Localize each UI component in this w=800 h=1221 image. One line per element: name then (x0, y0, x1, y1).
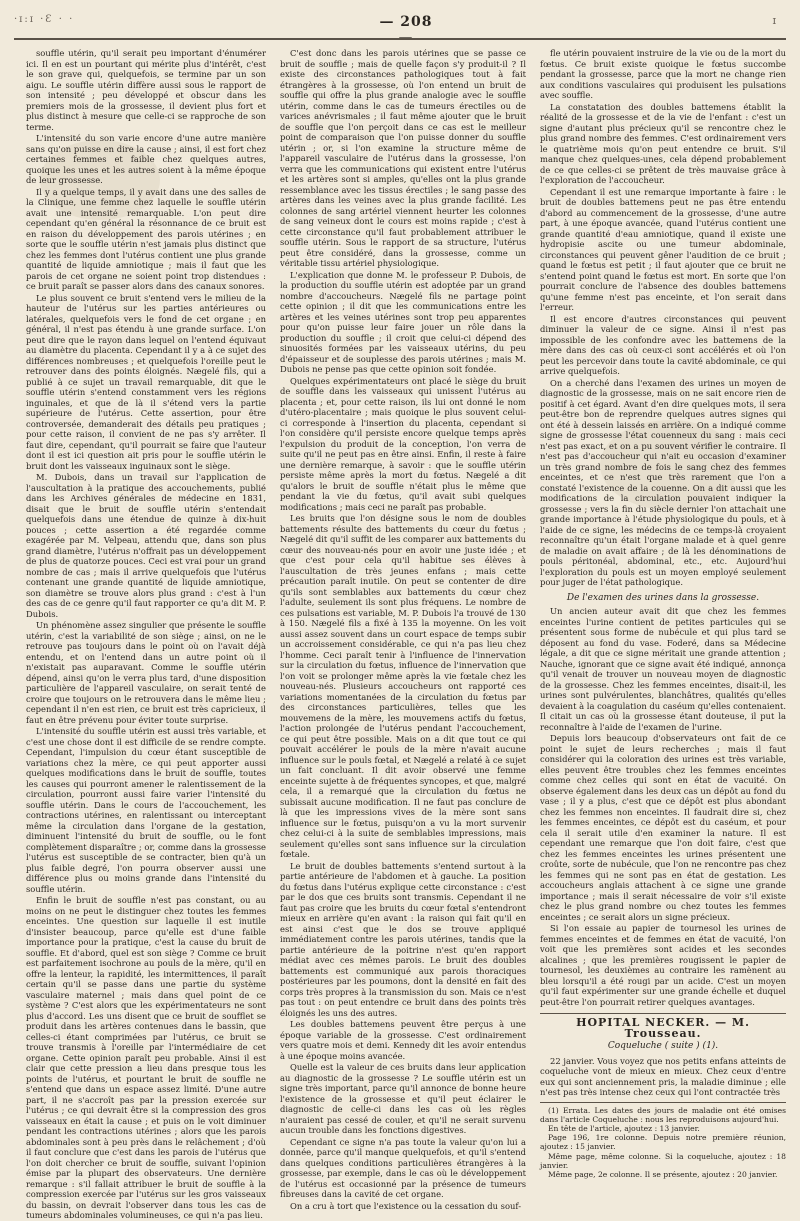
footnote: Page 196, 1re colonne. Depuis notre première réunion, ajoutez : 15 janvier. (540, 1133, 786, 1152)
footnote: En tête de l'article, ajoutez : 13 janvier. (548, 1123, 700, 1133)
footnote: Même page, même colonne. Si la coqueluche, ajoutez : 18 janvier. (540, 1151, 786, 1170)
paragraph: Il y a quelque temps, il y avait dans une des salles de la Clinique, une femme chez laquelle le souffle utérin avait une intensité remarquable. L'on peut dire cependant qu'en général la résonnance de ce bruit est en raison du développement des parois utérines ; en sorte que le souffle utérin n'est jamais plus distinct que chez les femmes dont l'utérus contient une plus grande quantité de liquide amniotique ; mais il faut que les parois de cet organe ne soient point trop distendues : ce bruit paraît se passer alors dans des canaux sonores. (26, 186, 266, 291)
footnotes (540, 1102, 786, 1180)
paragraph: Le plus souvent ce bruit s'entend vers le milieu de la hauteur de l'utérus sur les parties antérieures ou latérales, quelquefois vers le fond de cet organe ; en général, il n'est pas étendu à une grande surface. L'on peut dire que le rayon dans lequel on l'entend équivaut au diamètre du placenta. Cependant il y a à ce sujet des différences nombreuses ; et quelquefois l'oreille peut le retrouver dans des points éloignés. Nægelé fils, qui a publié à ce sujet un travail remarquable, dit que le souffle utérin s'entend constamment vers les régions inguinales, et que de là il s'étend vers la partie supérieure de l'utérus. Cette assertion, pour être controversée, demanderait des détails peu pratiques ; pour cette raison, il convient de ne pas s'y arrêter. Il faut dire, cependant, qu'il pourrait se faire que l'auteur dont il est ici question ait pris pour le souffle utérin le bruit dont les vaisseaux inguinaux sont le siège. (26, 292, 266, 471)
text-column-1 (26, 48, 266, 1220)
paragraph: La constatation des doubles battemens établit la réalité de la grossesse et de la vie de l'enfant : c'est un signe d'autant plus précieux qu'il se rencontre chez le plus grand nombre des femmes. C'est ordinairement vers le quatrième mois qu'on peut entendre ce bruit. S'il manque chez quelques-unes, cela dépend probablement de ce que celles-ci se prêtent de très mauvaise grâce à l'exploration de l'accoucheur. (540, 101, 786, 185)
footnote: Même page, 2e colonne. Il se présente, ajoutez : 20 janvier. (548, 1169, 778, 1179)
page-number: — 208 (379, 14, 433, 30)
paragraph: L'intensité du son varie encore d'une autre manière sans qu'on puisse en dire la cause ; ainsi, il est fort chez certaines femmes et faible chez quelques autres, quoique les unes et les autres soient à la même époque de leur grossesse. (26, 133, 266, 185)
paragraph: Quelle est la valeur de ces bruits dans leur application au diagnostic de la grossesse ? Le souffle utérin est un signe très important, parce qu'il annonce de bonne heure l'existence de la grossesse et qu'il peut éclairer le diagnostic de celle-ci dans les cas où les règles n'auraient pas cessé de couler, et qu'il ne serait survenu aucun trouble dans les fonctions digestives. (280, 1062, 526, 1135)
paragraph: L'explication que donne M. le professeur P. Dubois, de la production du souffle utérin est adoptée par un grand nombre d'accoucheurs. Nægelé fils ne partage point cette opinion ; il dit que les communications entre les artères et les veines utérines sont trop peu apparentes pour qu'on puisse leur faire jouer un rôle dans la production du souffle ; il croit que celui-ci dépend des sinuosités formées par les vaisseaux utérins, du peu d'épaisseur et de souplesse des parois utérines ; mais M. Dubois ne pense pas que cette opinion soit fondée. (280, 269, 526, 374)
paragraph: Un ancien auteur avait dit que chez les femmes enceintes l'urine contient de petites particules qui se présentent sous forme de nubécule et qui plus tard se déposent au fond du vase. Foderé, dans sa Médecine légale, a dit que ce signe méritait une grande attention ; Nauche, ignorant que ce signe avait été indiqué, annonça qu'il venait de trouver un nouveau moyen de diagnostic de la grossesse. Chez les femmes enceintes, disait-il, les urines sont pulvérulentes, blanchâtres, qualités qu'elles devaient à la coagulation du caséum qu'elles contenaient. Il citait un cas où la grossesse étant douteuse, il put la reconnaître à l'aide de l'examen de l'urine. (540, 606, 786, 732)
paragraph: Cependant ce signe n'a pas toute la valeur qu'on lui a donnée, parce qu'il manque quelquefois, et qu'il s'entend dans quelques conditions particulières étrangères à la grossesse, par exemple, dans le cas où le développement de l'utérus est occasionné par la présence de tumeurs fibreuses dans la cavité de cet organe. (280, 1136, 526, 1199)
paragraph: Il est encore d'autres circonstances qui peuvent diminuer la valeur de ce signe. Ainsi il n'est pas impossible de les confondre avec les battemens de la mère dans des cas où ceux-ci sont accélérés et où l'on peut les percevoir dans toute la cavité abdominale, ce qui arrive quelquefois. (540, 313, 786, 376)
paragraph: Si l'on essaie au papier de tournesol les urines de femmes enceintes et de femmes en état de vacuité, l'on voit que les premières sont acides et les secondes alcalines ; que les premières rougissent le papier de tournesol, les deuxièmes au contraire les ramènent au bleu lorsqu'il a été rougi par un acide. C'est un moyen qu'il faut expérimenter sur une grande échelle et duquel peut-être l'on pourrait retirer quelques avantages. (540, 923, 786, 1007)
text-column-2 (280, 48, 526, 1211)
article-subheading: Coqueluche ( suite ) (1). (607, 1041, 719, 1051)
paragraph: Quelques expérimentateurs ont placé le siège du bruit de souffle dans les vaisseaux qui unissent l'utérus au placenta ; et, pour cette raison, ils lui ont donné le nom d'utéro-placentaire ; mais quoique le plus souvent celui-ci corresponde à l'insertion du placenta, cependant si l'on considère qu'il persiste encore quelque temps après l'expulsion du produit de la conception, l'on verra de suite qu'il ne peut pas en être ainsi. Enfin, il reste à faire une dernière remarque, à savoir : que le souffle utérin persiste même après la mort du fœtus. Nægelé a dit qu'alors le bruit de souffle n'était plus le même que pendant la vie du fœtus, qu'il avait subi quelques modifications ; mais ceci ne paraît pas probable. (280, 375, 526, 512)
section-title: De l'examen des urines dans la grossesse. (566, 592, 760, 603)
paragraph: L'intensité du souffle utérin est aussi très variable, et c'est une chose dont il est difficile de se rendre compte. Cependant, l'impulsion du cœur étant susceptible de variations chez la mère, ce qui peut apporter aussi quelques modifications dans le bruit de souffle, toutes les causes qui pourront amener le ralentissement de la circulation, pourront aussi faire varier l'intensité du souffle utérin. Dans le cours de l'accouchement, les contractions utérines, en ralentissant ou interceptant même la circulation dans l'organe de la gestation, diminuent l'intensité du bruit de souffle, ou le font complètement disparaître ; or, comme dans la grossesse l'utérus est susceptible de se contracter, bien qu'à un plus faible degré, l'on pourra observer aussi une différence plus ou moins grande dans l'intensité du souffle utérin. (26, 726, 266, 894)
paragraph: Cependant il est une remarque importante à faire : le bruit de doubles battemens peut ne pas être entendu d'abord au commencement de la grossesse, d'une autre part, à une époque avancée, quand l'utérus contient une grande quantité d'eau amniotique, quand il existe une hydropisie ascite ou une tumeur abdominale, circonstances qui peuvent gêner l'audition de ce bruit ; quand le fœtus est petit ; il faut ajouter que ce bruit ne s'entend point quand le fœtus est mort. En sorte que l'on pourrait conclure de l'absence des doubles battemens qu'une femme n'est pas enceinte, et l'on serait dans l'erreur. (540, 186, 786, 312)
paragraph: Le bruit de doubles battements s'entend surtout à la partie antérieure de l'abdomen et à gauche. La position du fœtus dans l'utérus explique cette circonstance : c'est par le dos que ces bruits sont transmis. Cependant il ne faut pas croire que les bruits du cœur fœtal s'entendront mieux en arrière qu'en avant : la raison qui fait qu'il en est ainsi c'est que le dos se trouve appliqué immédiatement contre les parois utérines, tandis que la partie antérieure de la poitrine n'est qu'en rapport médiat avec ces mêmes parois. Le bruit des doubles battements est communiqué aux parois thoraciques postérieures par les poumons, dont la densité en fait des corps très propres à la transmission du son. Mais ce n'est pas tout : on peut entendre ce bruit dans des points très éloignés les uns des autres. (280, 860, 526, 1018)
header-rule (14, 38, 786, 40)
header-right-mark: ɪ (772, 14, 776, 27)
paragraph: Un phénomène assez singulier que présente le souffle utérin, c'est la variabilité de son siège ; ainsi, on ne le retrouve pas toujours dans le point où on l'avait déjà entendu, et on l'entend dans un autre point où il n'existait pas auparavant. Comme le souffle utérin dépend, ainsi qu'on le verra plus tard, d'une disposition particulière de l'appareil vasculaire, on serait tenté de croire que toujours on le retrouvera dans le même lieu ; cependant il n'en est rien, ce bruit est très capricieux, il faut en être prévenu pour éviter toute surprise. (26, 620, 266, 725)
paragraph: Les doubles battemens peuvent être perçus à une époque variable de la grossesse. C'est ordinairement vers quatre mois et demi. Kennedy dit les avoir entendus à une époque moins avancée. (280, 1019, 526, 1061)
footnote: (1) Errata. Les dates des jours de maladie ont été omises dans l'article Coqueluche : nous les reproduisons aujourd'hui. (540, 1105, 786, 1124)
paragraph: On a cherché dans l'examen des urines un moyen de diagnostic de la grossesse, mais on ne sait encore rien de positif à cet égard. Avant d'en dire quelques mots, il sera peut-être bon de reprendre quelques autres signes qui ont été à dessein laissés en arrière. On a indiqué comme signe de grossesse l'état couenneux du sang : mais ceci n'est pas exact, et on a pu souvent vérifier le contraire. Il n'est pas d'accoucheur qui n'ait eu occasion d'examiner un très grand nombre de fois le sang chez des femmes enceintes, et ce n'est que très rarement que l'on a constaté l'existence de la couenne. On a dit aussi que les modifications de la circulation pouvaient indiquer la grossesse ; vers la fin du siècle dernier l'on attachait une grande importance à l'étude physiologique du pouls, et à l'aide de ce signe, les médecins de ce temps-là croyaient reconnaître qu'un était l'organe malade et à quel genre de maladie on avait affaire ; de là les dénominations de pouls péritonéal, abdominal, etc., etc. Aujourd'hui l'exploration du pouls est un moyen employé seulement pour juger de l'état pathologique. (540, 377, 786, 587)
paragraph: Enfin le bruit de souffle n'est pas constant, ou au moins on ne peut le distinguer chez toutes les femmes enceintes. Une question sur laquelle il est inutile d'insister beaucoup, parce qu'elle est d'une faible importance pour la pratique, c'est la cause du bruit de souffle. Et d'abord, quel est son siège ? Comme ce bruit est parfaitement isochrone au pouls de la mère, qu'il en offre la lenteur, la rapidité, les intermittences, il paraît certain qu'il se passe dans une partie du système vasculaire maternel ; mais dans quel point de ce système ? C'est alors que les expérimentateurs ne sont plus d'accord. Les uns disent que ce bruit de soufflet se produit dans les artères contenues dans le bassin, que celles-ci étant comprimées par l'utérus, ce bruit se trouve transmis à l'oreille par l'intermédiaire de cet organe. Cette opinion paraît peu probable. Ainsi il est clair que cette pression a lieu dans presque tous les points de l'utérus, et pourtant le bruit de souffle ne s'entend que dans un espace assez limité. D'une autre part, il ne s'accroît pas par la pression exercée sur l'utérus ; ce qui devrait être si la compression des gros vaisseaux en était la cause ; et puis on le voit diminuer pendant les contractions utérines ; alors que les parois abdominales sont à peu près dans le relâchement ; d'où il faut conclure que c'est dans les parois de l'utérus que l'on doit chercher ce bruit de souffle, suivant l'opinion émise par la plupart des observateurs. Une dernière remarque : s'il fallait attribuer le bruit de souffle à la compression exercée par l'utérus sur les gros vaisseaux du bassin, on devrait l'observer dans tous les cas de tumeurs abdominales volumineuses, ce qui n'a pas lieu. (26, 895, 266, 1220)
page-header (0, 14, 800, 36)
paragraph: On a cru à tort que l'existence ou la cessation du souf- (290, 1200, 522, 1211)
paragraph: fle utérin pouvaient instruire de la vie ou de la mort du fœtus. Ce bruit existe quoique le fœtus succombe pendant la grossesse, parce que la mort ne change rien aux conditions vasculaires qui produisent les pulsations avec souffle. (540, 48, 786, 100)
article-heading: HOPITAL NECKER. — M. Trousseau. (540, 1013, 786, 1039)
text-column-3 (540, 48, 786, 1179)
paragraph: M. Dubois, dans un travail sur l'application de l'auscultation à la pratique des accouchements, publié dans les Archives générales de médecine en 1831, disait que le bruit de souffle utérin s'entendait quelquefois dans une étendue de quinze à dix-huit pouces ; cette assertion a été regardée comme exagérée par M. Velpeau, attendu que, dans son plus grand diamètre, l'utérus n'offrait pas un développement de plus de quatorze pouces. Ceci est vrai pour un grand nombre de cas ; mais il arrive quelquefois que l'utérus contenant une grande quantité de liquide amniotique, son diamètre se trouve alors plus grand : c'est à l'un des cas de ce genre qu'il faut rapporter ce qu'a dit M. P. Dubois. (26, 472, 266, 619)
paragraph: C'est donc dans les parois utérines que se passe ce bruit de souffle ; mais de quelle façon s'y produit-il ? Il existe des circonstances pathologiques tout à fait étrangères à la grossesse, où l'on entend un bruit de souffle qui offre la plus grande analogie avec le souffle utérin, comme dans le cas de tumeurs érectiles ou de varices anévrismales ; il faut même ajouter que le bruit de souffle que l'on perçoit dans ce cas est le meilleur point de comparaison que l'on puisse donner du souffle utérin ; or, si l'on examine la structure même de l'appareil vasculaire de l'utérus dans la grossesse, l'on verra que les communications qui existent entre l'utérus et les artères sont si amples, qu'elles ont la plus grande ressemblance avec les tissus érectiles ; le sang passe des artères dans les veines avec la plus grande facilité. Les colonnes de sang artériel viennent heurter les colonnes de sang veineux dont le cours est moins rapide ; c'est à cette circonstance qu'il faut probablement attribuer le souffle utérin. Sous le rapport de sa structure, l'utérus peut être considéré, dans la grossesse, comme un véritable tissu artériel physiologique. (280, 48, 526, 268)
paragraph: 22 janvier. Vous voyez que nos petits enfans atteints de coqueluche vont de mieux en mieux. Chez ceux d'entre eux qui sont anciennement pris, la maladie diminue ; elle n'est pas très intense chez ceux qui l'ont contractée très (540, 1055, 786, 1097)
paragraph: Les bruits que l'on désigne sous le nom de doubles battements résulte des battements du cœur du fœtus ; Nægelé dit qu'il suffit de les comparer aux battements du cœur des nouveau-nés pour en avoir une juste idée ; et que c'est pour cela qu'il habitue ses élèves à l'auscultation de très jeunes enfans ; mais cette précaution paraît inutile. On peut se contenter de dire qu'ils sont semblables aux battements du cœur chez l'adulte, seulement ils sont plus fréquens. Le nombre de ces pulsations est variable, M. P. Dubois l'a trouvé de 130 à 150. Nægelé fils a fixé à 135 la moyenne. On les voit aussi assez souvent dans un court espace de temps subir un accroissement considérable, ce qui n'a pas lieu chez l'homme. Ceci paraît tenir à l'influence de l'innervation sur la circulation du fœtus, influence de l'innervation que l'on voit se prolonger même après la vie fœtale chez les nouveau-nés. Plusieurs accoucheurs ont rapporté ces variations momentanées de la circulation du fœtus par des circonstances particulières, telles que les mouvemens de la mère, les mouvemens actifs du fœtus, l'action prolongée de l'utérus pendant l'accouchement, ce qui peut être possible. Mais on a dit que tout ce qui pouvait accélérer le pouls de la mère n'avait aucune influence sur le pouls fœtal, et Nægelé a relaté à ce sujet un fait concluant. Il dit avoir observé une femme enceinte sujette à de fréquentes syncopes, et que, malgré cela, il a remarqué que la circulation du fœtus ne subissait aucune modification. Il ne faut pas conclure de là que les impressions vives de la mère sont sans influence sur le fœtus, puisqu'on a vu la mort survenir chez celui-ci à la suite de semblables impressions, mais seulement qu'elles sont sans influence sur la circulation fœtale. (280, 513, 526, 859)
header-left-marks: ·ɪ:ɪ ·Ɛ · · (14, 14, 75, 25)
paragraph: souffle utérin, qu'il serait peu important d'énumérer ici. Il en est un pourtant qui mérite plus d'intérêt, c'est le son grave qui, quelquefois, se termine par un son aigu. Le souffle utérin diffère aussi sous le rapport de son intensité ; peu développé et obscur dans les premiers mois de la grossesse, il devient plus fort et plus distinct à mesure que celle-ci se rapproche de son terme. (26, 48, 266, 132)
paragraph: Depuis lors beaucoup d'observateurs ont fait de ce point le sujet de leurs recherches ; mais il faut considérer qui la coloration des urines est très variable, elles peuvent être troubles chez les femmes enceintes comme chez celles qui sont en état de vacuité. On observe également dans les deux cas un dépôt au fond du vase ; il y a plus, c'est que ce dépôt est plus abondant chez les femmes non enceintes. Il faudrait dire si, chez les femmes enceintes, ce dépôt est du caséum, et pour cela il serait utile d'en examiner la nature. Il est cependant une remarque que l'on doit faire, c'est que chez les femmes enceintes les urines présentent une croûte, sorte de nubécule, que l'on ne rencontre pas chez les femmes qui ne sont pas en état de gestation. Les accoucheurs anglais attachent à ce signe une grande importance ; mais il serait nécessaire de voir s'il existe chez le plus grand nombre ou chez toutes les femmes enceintes ; ce serait alors un signe précieux. (540, 733, 786, 922)
